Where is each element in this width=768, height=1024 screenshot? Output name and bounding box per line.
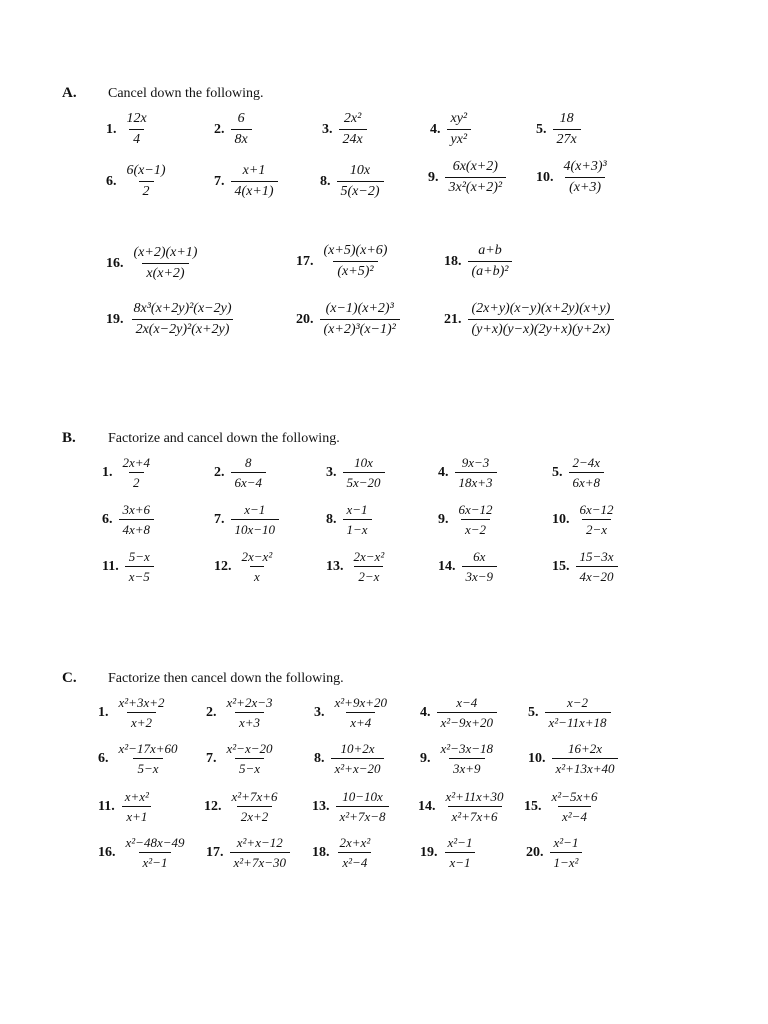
exercise-c1 [98, 696, 168, 729]
denominator: x−5 [125, 566, 154, 583]
numerator: x²+2x−3 [226, 695, 273, 710]
exercise-b3 [326, 456, 385, 489]
denominator: 2−x [582, 519, 611, 536]
denominator: 4x+8 [119, 519, 155, 536]
exercise-b2 [214, 456, 266, 489]
fraction [331, 696, 391, 729]
numerator: 10−10x [342, 789, 383, 804]
numerator: x²−x−20 [226, 741, 273, 756]
fraction [119, 456, 155, 489]
exercise-number: 13. [312, 798, 330, 814]
denominator: (x+2)³(x−1)² [320, 319, 400, 337]
exercise-c9 [420, 742, 497, 775]
exercise-number: 15. [552, 558, 570, 574]
denominator: x²+7x−8 [336, 806, 390, 823]
fraction [115, 696, 169, 729]
numerator: 2x+4 [122, 455, 151, 470]
fraction [560, 160, 611, 195]
exercise-a6 [106, 164, 170, 199]
denominator: yx² [447, 129, 472, 147]
fraction [576, 550, 618, 583]
numerator: 2−4x [572, 455, 601, 470]
exercise-number: 18. [312, 844, 330, 860]
exercise-number: 4. [420, 704, 431, 720]
exercise-b10 [552, 503, 618, 536]
section-c-title: Factorize then cancel down the following. [108, 671, 344, 686]
denominator: 5x−20 [343, 472, 385, 489]
exercise-c20 [526, 836, 582, 869]
fraction [455, 503, 497, 536]
denominator: x²+7x+6 [448, 806, 502, 823]
denominator: 10x−10 [231, 519, 280, 536]
exercise-number: 7. [214, 173, 225, 189]
denominator: 2x+2 [237, 806, 273, 823]
fraction [447, 112, 472, 147]
exercise-number: 2. [206, 704, 217, 720]
section-c-letter: C. [62, 670, 77, 686]
fraction [550, 836, 583, 869]
fraction [569, 456, 605, 489]
exercise-number: 17. [296, 253, 314, 269]
exercise-number: 6. [106, 173, 117, 189]
exercise-number: 6. [102, 511, 113, 527]
denominator: 2 [129, 472, 144, 489]
denominator: 2 [139, 181, 154, 199]
fraction [442, 790, 508, 823]
denominator: 3x−9 [462, 566, 498, 583]
denominator: 2x(x−2y)²(x+2y) [132, 319, 234, 337]
denominator: x²+7x−30 [230, 852, 290, 869]
numerator: 12x [126, 111, 147, 126]
fraction [231, 456, 267, 489]
exercise-number: 10. [528, 750, 546, 766]
fraction [343, 503, 372, 536]
numerator: x+1 [242, 163, 266, 178]
numerator: 6x−12 [458, 502, 493, 517]
fraction [125, 550, 154, 583]
exercise-number: 13. [326, 558, 344, 574]
exercise-number: 18. [444, 253, 462, 269]
exercise-c18 [312, 836, 374, 869]
fraction [437, 742, 497, 775]
exercise-number: 19. [106, 311, 124, 327]
exercise-c3 [314, 696, 391, 729]
numerator: 15−3x [579, 549, 614, 564]
exercise-b4 [438, 456, 497, 489]
exercise-a4 [430, 112, 471, 147]
exercise-b5 [552, 456, 604, 489]
fraction [350, 550, 389, 583]
numerator: (x−1)(x+2)³ [325, 301, 394, 316]
exercise-number: 19. [420, 844, 438, 860]
numerator: 16+2x [567, 741, 603, 756]
denominator: (x+5)² [333, 261, 377, 279]
fraction [115, 742, 182, 775]
exercise-a20 [296, 302, 400, 337]
numerator: x²−17x+60 [118, 741, 178, 756]
denominator: x+3 [235, 712, 264, 729]
exercise-number: 11. [102, 558, 119, 574]
numerator: 8 [245, 455, 252, 470]
fraction [468, 302, 615, 337]
fraction [238, 550, 277, 583]
denominator: 24x [339, 129, 367, 147]
exercise-a3 [322, 112, 367, 147]
denominator: 6x−4 [231, 472, 267, 489]
exercise-b1 [102, 456, 154, 489]
exercise-number: 3. [314, 704, 325, 720]
numerator: x+x² [124, 789, 149, 804]
numerator: 6x(x+2) [452, 159, 498, 174]
numerator: 6(x−1) [126, 163, 166, 178]
section-a-letter: A. [62, 85, 77, 101]
numerator: 2x−x² [241, 549, 273, 564]
exercise-c19 [420, 836, 476, 869]
exercise-number: 7. [206, 750, 217, 766]
exercise-c12 [204, 790, 281, 823]
exercise-number: 12. [204, 798, 222, 814]
exercise-number: 9. [428, 169, 439, 185]
numerator: x−1 [244, 502, 266, 517]
numerator: x²+7x+6 [231, 789, 278, 804]
fraction [437, 696, 497, 729]
exercise-number: 2. [214, 121, 225, 137]
fraction [130, 302, 236, 337]
exercise-c15 [524, 790, 601, 823]
exercise-number: 8. [314, 750, 325, 766]
exercise-number: 9. [438, 511, 449, 527]
fraction [455, 456, 497, 489]
exercise-number: 14. [438, 558, 456, 574]
exercise-number: 21. [444, 311, 462, 327]
exercise-number: 9. [420, 750, 431, 766]
numerator: 9x−3 [461, 455, 490, 470]
fraction [548, 790, 602, 823]
exercise-c17 [206, 836, 290, 869]
exercise-number: 1. [106, 121, 117, 137]
exercise-a1 [106, 112, 151, 147]
fraction [123, 112, 151, 147]
denominator: 5−x [235, 758, 264, 775]
exercise-number: 1. [98, 704, 109, 720]
exercise-c10 [528, 742, 618, 775]
fraction [337, 164, 384, 199]
exercise-a2 [214, 112, 252, 147]
denominator: x²−1 [139, 852, 172, 869]
numerator: xy² [450, 111, 468, 126]
exercise-number: 10. [552, 511, 570, 527]
exercise-b6 [102, 503, 154, 536]
denominator: x+1 [122, 806, 151, 823]
section-b-title: Factorize and cancel down the following. [108, 431, 340, 446]
exercise-number: 11. [98, 798, 115, 814]
fraction [336, 836, 375, 869]
numerator: x²−1 [447, 835, 473, 850]
denominator: x²+x−20 [331, 758, 385, 775]
denominator: x−2 [461, 519, 490, 536]
denominator: 4(x+1) [231, 181, 278, 199]
exercise-a18 [444, 244, 512, 279]
fraction [462, 550, 498, 583]
exercise-a16 [106, 246, 201, 281]
exercise-a10 [536, 160, 611, 195]
exercise-number: 8. [326, 511, 337, 527]
fraction [223, 742, 277, 775]
exercise-number: 1. [102, 464, 113, 480]
denominator: (y+x)(y−x)(2y+x)(y+2x) [468, 319, 615, 337]
denominator: x²+13x+40 [552, 758, 619, 775]
section-b-letter: B. [62, 430, 76, 446]
exercise-c13 [312, 790, 389, 823]
exercise-c2 [206, 696, 276, 729]
exercise-c7 [206, 742, 276, 775]
denominator: 27x [553, 129, 581, 147]
denominator: 5−x [133, 758, 162, 775]
fraction [331, 742, 385, 775]
numerator: 6 [237, 111, 245, 126]
numerator: 10x [354, 455, 373, 470]
denominator: 8x [231, 129, 252, 147]
exercise-number: 2. [214, 464, 225, 480]
denominator: x²−4 [338, 852, 371, 869]
exercise-b7 [214, 503, 279, 536]
numerator: x²+x−12 [236, 835, 283, 850]
exercise-number: 17. [206, 844, 224, 860]
denominator: x [250, 566, 264, 583]
numerator: 10+2x [340, 741, 375, 756]
exercise-a7 [214, 164, 278, 199]
fraction [122, 836, 189, 869]
fraction [336, 790, 390, 823]
exercise-a17 [296, 244, 391, 279]
fraction [552, 742, 619, 775]
fraction [553, 112, 581, 147]
fraction [121, 790, 153, 823]
fraction [545, 696, 611, 729]
exercise-c5 [528, 696, 611, 729]
exercise-number: 4. [430, 121, 441, 137]
numerator: x²+3x+2 [118, 695, 165, 710]
numerator: 3x+6 [122, 502, 151, 517]
fraction [130, 246, 202, 281]
exercise-number: 3. [326, 464, 337, 480]
numerator: (2x+y)(x−y)(x+2y)(x+y) [471, 301, 611, 316]
exercise-number: 4. [438, 464, 449, 480]
denominator: x²−11x+18 [545, 712, 611, 729]
fraction [320, 244, 392, 279]
denominator: (a+b)² [468, 261, 513, 279]
exercise-number: 5. [528, 704, 539, 720]
exercise-b15 [552, 550, 618, 583]
denominator: x(x+2) [142, 263, 188, 281]
fraction [230, 836, 290, 869]
section-a-title: Cancel down the following. [108, 86, 264, 101]
denominator: 1−x [343, 519, 372, 536]
exercise-number: 8. [320, 173, 331, 189]
denominator: 4x−20 [576, 566, 618, 583]
exercise-number: 7. [214, 511, 225, 527]
exercise-a9 [428, 160, 506, 195]
numerator: x−4 [456, 695, 478, 710]
fraction [468, 244, 513, 279]
exercise-number: 14. [418, 798, 436, 814]
exercise-c16 [98, 836, 188, 869]
exercise-c8 [314, 742, 384, 775]
exercise-b11 [102, 550, 154, 583]
exercise-b14 [438, 550, 497, 583]
denominator: 6x+8 [569, 472, 605, 489]
numerator: x²−5x+6 [551, 789, 598, 804]
numerator: 5−x [128, 549, 150, 564]
exercise-b8 [326, 503, 372, 536]
denominator: 3x²(x+2)² [445, 177, 507, 195]
numerator: x−1 [346, 502, 368, 517]
exercise-c6 [98, 742, 181, 775]
exercise-c14 [418, 790, 508, 823]
fraction [320, 302, 400, 337]
fraction [339, 112, 367, 147]
denominator: 1−x² [550, 852, 583, 869]
fraction [231, 503, 280, 536]
numerator: 2x−x² [353, 549, 385, 564]
numerator: 6x [473, 549, 486, 564]
exercise-b9 [438, 503, 497, 536]
denominator: x+4 [346, 712, 375, 729]
numerator: x²−3x−18 [440, 741, 493, 756]
exercise-number: 16. [98, 844, 116, 860]
exercise-number: 5. [536, 121, 547, 137]
exercise-number: 5. [552, 464, 563, 480]
exercise-number: 15. [524, 798, 542, 814]
denominator: 4 [129, 129, 144, 147]
fraction [445, 160, 507, 195]
denominator: 18x+3 [455, 472, 497, 489]
numerator: 4(x+3)³ [563, 159, 607, 174]
numerator: x²+11x+30 [445, 789, 504, 804]
denominator: x−1 [445, 852, 474, 869]
numerator: x²+9x+20 [334, 695, 387, 710]
numerator: (x+5)(x+6) [323, 243, 388, 258]
exercise-number: 10. [536, 169, 554, 185]
numerator: 2x² [343, 111, 362, 126]
exercise-number: 3. [322, 121, 333, 137]
denominator: 5(x−2) [337, 181, 384, 199]
fraction [119, 503, 155, 536]
fraction [231, 164, 278, 199]
denominator: x²−9x+20 [437, 712, 497, 729]
fraction [223, 696, 277, 729]
exercise-number: 20. [526, 844, 544, 860]
fraction [576, 503, 618, 536]
fraction [228, 790, 282, 823]
exercise-a21 [444, 302, 614, 337]
denominator: 3x+9 [449, 758, 485, 775]
numerator: x−2 [566, 695, 589, 710]
exercise-number: 20. [296, 311, 314, 327]
exercise-b13 [326, 550, 388, 583]
denominator: 2−x [354, 566, 383, 583]
exercise-a19 [106, 302, 236, 337]
fraction [343, 456, 385, 489]
denominator: x²−4 [558, 806, 591, 823]
numerator: 2x+x² [339, 835, 371, 850]
numerator: x²−48x−49 [125, 835, 185, 850]
denominator: (x+3) [565, 177, 605, 195]
numerator: 8x³(x+2y)²(x−2y) [133, 301, 232, 316]
exercise-b12 [214, 550, 276, 583]
exercise-number: 6. [98, 750, 109, 766]
numerator: 10x [349, 163, 371, 178]
numerator: x²−1 [553, 835, 579, 850]
fraction [123, 164, 170, 199]
numerator: (x+2)(x+1) [133, 245, 198, 260]
exercise-a5 [536, 112, 581, 147]
exercise-c11 [98, 790, 153, 823]
exercise-number: 16. [106, 255, 124, 271]
numerator: a+b [478, 243, 502, 258]
denominator: x+2 [127, 712, 156, 729]
fraction [231, 112, 252, 147]
numerator: 18 [559, 111, 574, 126]
exercise-c4 [420, 696, 497, 729]
numerator: 6x−12 [579, 502, 614, 517]
exercise-number: 12. [214, 558, 232, 574]
fraction [444, 836, 477, 869]
exercise-a8 [320, 164, 384, 199]
